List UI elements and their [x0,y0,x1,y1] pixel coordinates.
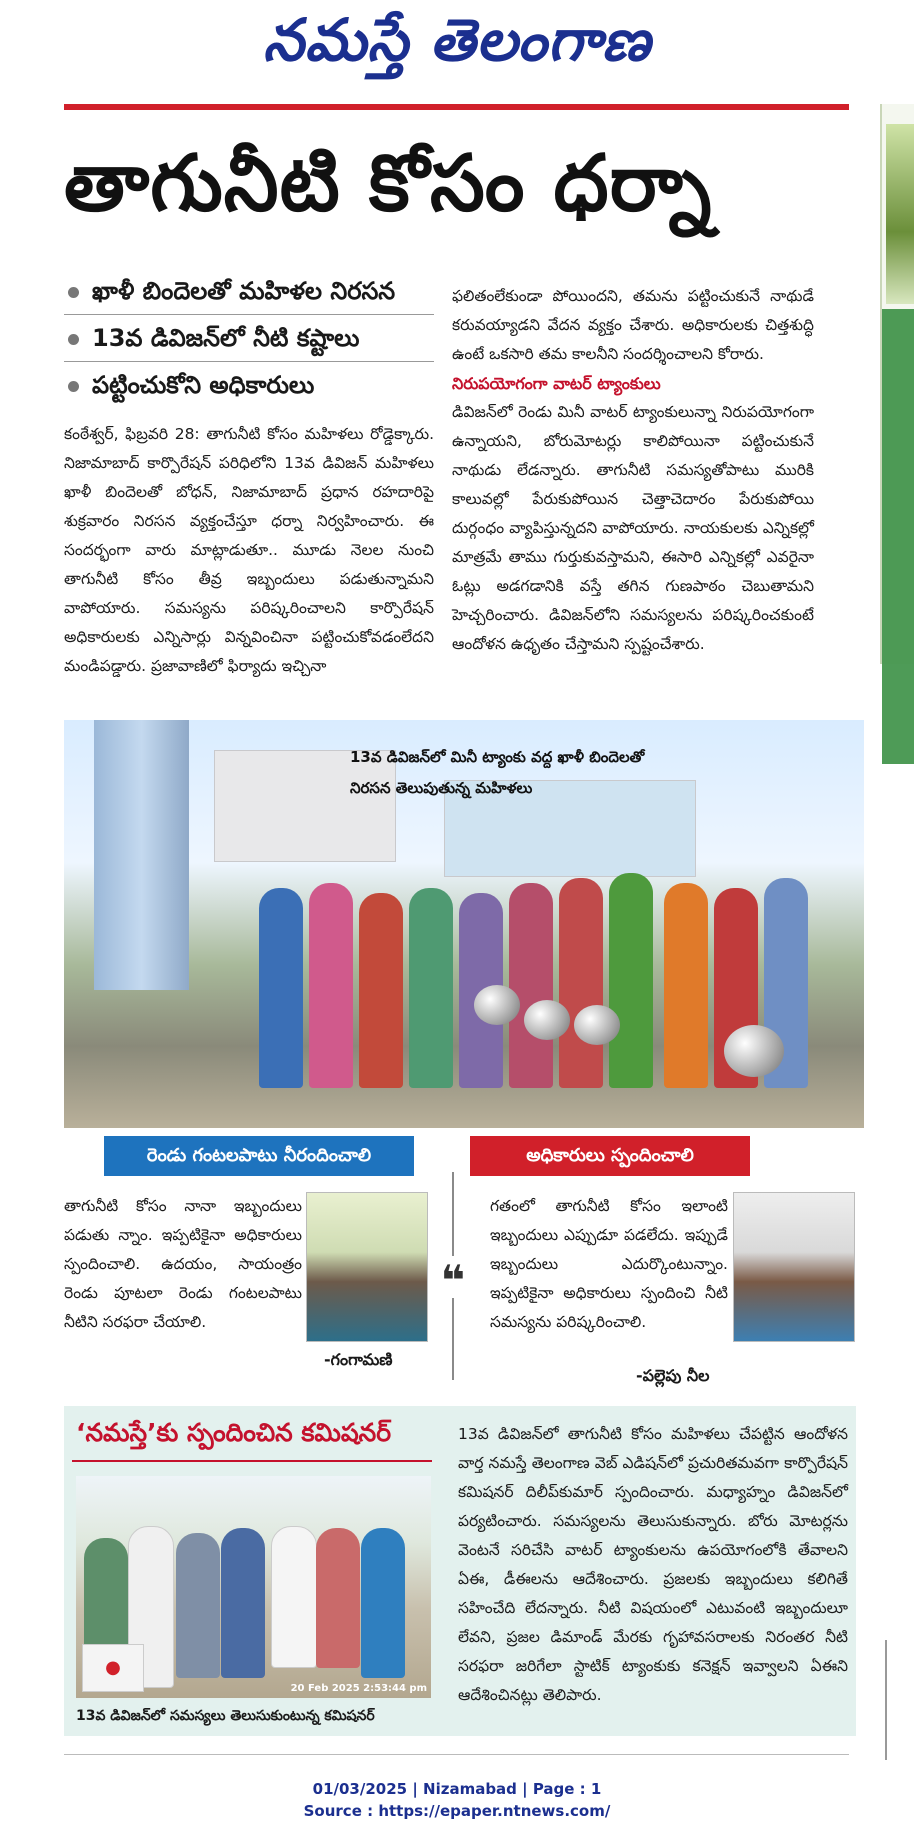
photo-steel-pot [724,1025,784,1077]
bullet-item: 13వ డివిజన్‌లో నీటి కష్టాలు [64,315,434,362]
adjacent-green-panel [882,309,914,764]
photo-woman [259,888,303,1088]
quote-heading-1: రెండు గంటలపాటు నీరందించాలి [104,1136,414,1176]
protest-photo-caption: 13వ డివిజన్‌లో మినీ ట్యాంకు వద్ద ఖాళీ బిందెలతో నిరసన తెలుపుతున్న మహిళలు [350,748,645,797]
map-pin-icon: ● [82,1644,144,1692]
footer-edition-line: 01/03/2025 | Nizamabad | Page : 1 [312,1780,602,1798]
photo-steel-pot [474,985,520,1025]
portrait-gangamani [306,1192,428,1342]
photo-timestamp: 20 Feb 2025 2:53:44 pm [290,1683,427,1694]
article-column-2 [452,282,814,659]
adjacent-page-strip [880,104,914,664]
bullet-item: ఖాళీ బిందెలతో మహిళల నిరసన [64,268,434,315]
headline: తాగునీటి కోసం ధర్నా [64,139,713,229]
page-edge-line [885,1640,887,1760]
article-column-1: కంఠేశ్వర్, ఫిబ్రవరి 28: తాగునీటి కోసం మహిళలు రోడ్డెక్కారు. నిజామాబాద్ కార్పొరేషన్ పరిధిలోని 13వ డివిజన్ మహిళలు ఖాళీ బిందెలతో బోధన్, నిజామాబాద్ ప్రధాన రహదారిపై శుక్రవారం నిరసన వ్యక్తంచేస్తూ ధర్నా నిర్వహించారు. ఈ సందర్భంగా వారు మాట్లాడుతూ.. మూడు నెలల నుంచి తాగునీటి కోసం తీవ్ర ఇబ్బందులు పడుతున్నామని వాపోయారు. సమస్యను పరిష్కరించాలని కార్పొరేషన్ అధికారులకు ఎన్నిసార్లు విన్నవించినా పట్టించుకోవడంలేదని మండిపడ్డారు. ప్రజావాణిలో ఫిర్యాదు ఇచ్చినా [64,425,434,675]
photo-man [221,1528,265,1678]
quote-text-1: తాగునీటి కోసం నానా ఇబ్బందులు పడుతు న్నాం. ఇప్పటికైనా అధికారులు స్పందించాలి. ఉదయం, సాయంత్రం రెండు పూటలా రెండు గంటలపాటు నీటిని సరఫరా చేయాలి. [64,1197,302,1331]
bullet-dot-icon [68,334,79,345]
commissioner-photo [76,1476,431,1698]
photo-woman [509,883,553,1088]
footer [0,1778,914,1822]
header-rule [64,104,849,110]
photo-steel-pot [524,1000,570,1040]
photo-woman [409,888,453,1088]
quote-heading-2: అధికారులు స్పందించాలి [470,1136,750,1176]
photo-water-tank-pillar [94,720,189,990]
quote-name-2: -పల్లెపు నీల [636,1366,710,1385]
photo-woman [664,883,708,1088]
masthead-logo: నమస్తే తెలంగాణ [263,6,651,74]
bullet-dot-icon [68,381,79,392]
quote-text-2: గతంలో తాగునీటి కోసం ఇలాంటి ఇబ్బందులు ఎప్పుడూ పడలేదు. ఇప్పుడే ఇబ్బందులు ఎదుర్కొంటున్నాం. ఇప్పటికైనా అధికారులు స్పందించి నీటి సమస్యను పరిష్కరించాలి. [490,1197,728,1331]
commissioner-title: ‘నమస్తే’కు స్పందించిన కమిషనర్ [76,1418,392,1447]
photo-woman [609,873,653,1088]
article-subhead: నిరుపయోగంగా వాటర్ ట్యాంకులు [452,374,661,393]
article-column-2-intro: ఫలితంలేకుండా పోయిందని, తమను పట్టించుకునే నాథుడే కరువయ్యాడని వేదన వ్యక్తం చేశారు. అధికారులకు చిత్తశుద్ధి ఉంటే ఒకసారి తమ కాలనీని సందర్శించాలని కోరారు. [452,287,814,363]
photo-steel-pot [574,1005,620,1045]
photo-woman [559,878,603,1088]
bullet-dot-icon [68,287,79,298]
article-column-2-rest: డివిజన్‌లో రెండు మినీ వాటర్ ట్యాంకులున్నా నిరుపయోగంగా ఉన్నాయని, బోరుమోటర్లు కాలిపోయినా పట్టించుకునే నాథుడు లేడన్నారు. తాగునీటి సమస్యతోపాటు మురికి కాలువల్లో పేరుకుపోయిన చెత్తాచెదారం పేరుకుపోయి దుర్గంధం వ్యాపిస్తున్నదని వాపోయారు. నాయకులకు ఎన్నికల్లో మాత్రమే తాము గుర్తుకువస్తామని, ఈసారి ఎన్నికల్లో ఎవరైనా ఓట్లు అడగడానికి వస్తే తగిన గుణపాఠం చెబుతామని హెచ్చరించారు. డివిజన్‌లోని సమస్యలను పరిష్కరించకుంటే ఆందోళన ఉధృతం చేస్తామని స్పష్టంచేశారు. [452,403,814,653]
footer-source-line: Source : https://epaper.ntnews.com/ [303,1802,611,1820]
photo-man [271,1526,317,1668]
quote-name-1: -గంగామణి [324,1350,393,1369]
photo-woman [309,883,353,1088]
commissioner-text: 13వ డివిజన్‌లో తాగునీటి కోసం మహిళలు చేపట్టిన ఆందోళన వార్త నమస్తే తెలంగాణ వెబ్ ఎడిషన్‌లో ప్రచురితమవగా కార్పొరేషన్ కమిషనర్ దిలీప్‌కుమార్ స్పందించారు. మధ్యాహ్నం డివిజన్‌లో పర్యటించారు. సమస్యలను తెలుసుకున్నారు. బోరు మోటర్లను వెంటనే సరిచేసి వాటర్ ట్యాంకులను ఉపయోగంలోకి తేవాలని ఏఈ, డీఈలను ఆదేశించారు. ప్రజలకు ఇబ్బందులు కలిగితే సహించేది లేదన్నారు. నీటి విషయంలో ఎటువంటి ఇబ్బందులూ లేవని, ప్రజల డిమాండ్ మేరకు గృహావసరాలకు నిరంతర నీటి సరఫరా జరిగేలా స్టాటిక్ ట్యాంకుకు కనెక్షన్ ఇవ్వాలని ఏఈని ఆదేశించినట్లు తెలిపారు. [458,1425,848,1704]
adjacent-photo [886,124,914,304]
photo-woman [361,1528,405,1678]
commissioner-photo-caption: 13వ డివిజన్‌లో సమస్యలు తెలుసుకుంటున్న కమిషనర్ [76,1708,375,1724]
photo-man [176,1533,220,1678]
commissioner-title-rule [72,1460,432,1462]
footer-rule [64,1754,849,1755]
highlight-bullets [64,268,434,408]
photo-woman [359,893,403,1088]
bullet-item: పట్టించుకోని అధికారులు [64,362,434,408]
quote-mark-icon: ❝ [432,1256,474,1298]
portrait-pallepu-neela [733,1192,855,1342]
photo-man [316,1528,360,1668]
